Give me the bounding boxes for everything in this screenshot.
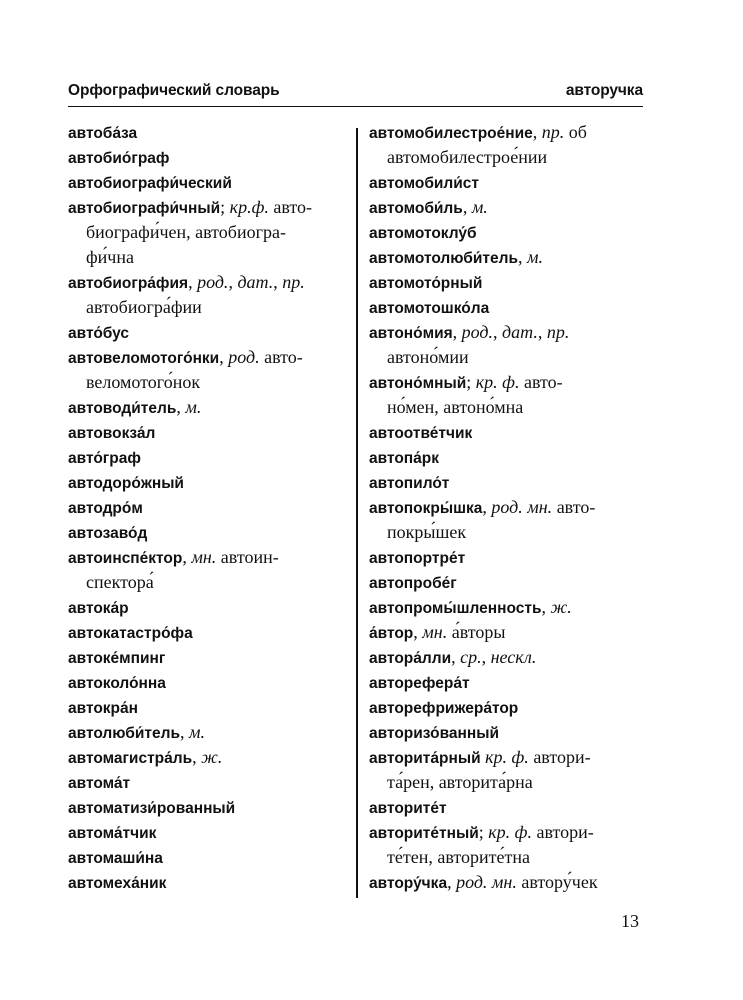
headword: автобиогра́фия [68,275,189,292]
dictionary-line [369,595,643,620]
entry-text: , [482,497,492,517]
dictionary-line [68,845,344,870]
entry-text: авто- [259,347,303,367]
headword: автоно́мный [369,375,467,392]
continuation-text: те́тен, авторите́тна [387,847,530,867]
entry-text: автоин- [216,547,279,567]
grammar-note: мн. [422,622,448,642]
dictionary-line [369,670,643,695]
dictionary-line [68,770,344,795]
dictionary-line [68,520,344,545]
continuation-text: автомобилестрое́нии [387,147,548,167]
headword: а́втор [369,625,414,642]
entry-text: ; [220,197,230,217]
header-title: Орфографический словарь [68,82,280,99]
headword: автопа́рк [369,450,440,467]
header-guide-word: авторучка [565,82,643,99]
entry-text: , [413,622,423,642]
dictionary-line [369,495,643,520]
dictionary-line [68,695,344,720]
grammar-note: род. [461,322,494,342]
dictionary-line [369,370,643,395]
grammar-note: пр. [546,322,570,342]
grammar-note: м. [526,247,543,267]
entry-text: , [219,347,229,367]
dictionary-line [369,470,643,495]
headword: автобиографи́чный [68,200,221,217]
entry-text: авто- [268,197,313,217]
grammar-note: кр. ф. [488,822,532,842]
grammar-note: род. [197,272,229,292]
dictionary-line [369,345,643,370]
headword: автомаши́на [68,850,163,867]
column-divider [356,128,358,898]
dictionary-line [68,470,344,495]
dictionary-line [68,595,344,620]
headword: автоколо́нна [68,675,166,692]
headword: автодоро́жный [68,475,184,492]
dictionary-line [68,795,344,820]
dictionary-line [369,820,643,845]
headword: автобио́граф [68,150,170,167]
grammar-note: дат. [237,272,274,292]
headword: автомагистра́ль [68,750,193,767]
continuation-text: спектора́ [86,572,154,592]
headword: автопокры́шка [369,500,483,517]
entry-text: , [447,872,457,892]
entry-text: , [188,272,198,292]
headword: авторефрижера́тор [369,700,519,717]
dictionary-line [68,345,344,370]
dictionary-line [369,545,643,570]
entry-text: об [564,122,587,142]
headword: авторита́рный [369,750,481,767]
dictionary-line [369,770,643,795]
dictionary-line [68,445,344,470]
dictionary-line [68,545,344,570]
headword: автомотошко́ла [369,300,490,317]
grammar-note: кр. ф. [475,372,520,392]
headword: автомотолюби́тель [369,250,518,267]
dictionary-line [68,720,344,745]
dictionary-line [68,270,344,295]
headword: автома́т [68,775,131,792]
dictionary-line [369,395,643,420]
dictionary-line [68,645,344,670]
headword: авторите́т [369,800,447,817]
headword: автомобилестрое́ние [369,125,533,142]
headword: автокра́н [68,700,139,717]
entry-text: авто- [552,497,596,517]
headword: автору́чка [369,875,448,892]
dictionary-line [369,145,643,170]
dictionary-line [68,870,344,895]
headword: автопромы́шленность [369,600,542,617]
dictionary-line [369,870,643,895]
grammar-note: род. [228,347,260,367]
headword: автомото́рный [369,275,483,292]
entry-text: , [537,322,547,342]
page-number: 13 [621,911,639,931]
headword: авторизо́ванный [369,725,500,742]
continuation-text: покры́шек [387,522,467,542]
dictionary-line [369,520,643,545]
dictionary-line [369,645,643,670]
grammar-note: м. [185,397,202,417]
dictionary-line [369,720,643,745]
dictionary-line [369,320,643,345]
grammar-note: пр. [541,122,565,142]
entry-text: , [182,547,192,567]
headword: автокатастро́фа [68,625,193,642]
dictionary-line [68,820,344,845]
dictionary-line [68,620,344,645]
headword: автоно́мия [369,325,453,342]
dictionary-line [68,195,344,220]
grammar-note: ж. [201,747,223,767]
headword: авто́граф [68,450,141,467]
dictionary-line [369,295,643,320]
grammar-note: мн. [191,547,217,567]
continuation-text: та́рен, авторита́рна [387,772,533,792]
dictionary-line [369,845,643,870]
headword: автопортре́т [369,550,466,567]
headword: авторите́тный [369,825,479,842]
headword: автора́лли [369,650,452,667]
headword: автолюби́тель [68,725,180,742]
dictionary-line [68,145,344,170]
dictionary-line [68,120,344,145]
running-header [68,80,643,107]
dictionary-line [68,495,344,520]
headword: автозаво́д [68,525,148,542]
entry-text: , [532,122,542,142]
entry-text: , [228,272,238,292]
headword: автоматизи́рованный [68,800,236,817]
dictionary-line [369,170,643,195]
dictionary-line [369,745,643,770]
grammar-note: м. [471,197,488,217]
grammar-note: ср. [460,647,482,667]
dictionary-line [369,445,643,470]
entry-text: , [481,647,491,667]
headword: автопило́т [369,475,450,492]
continuation-text: веломотого́нок [86,372,201,392]
headword: автобиографи́ческий [68,175,232,192]
right-column [369,120,643,895]
dictionary-line [68,570,344,595]
entry-text: а́вторы [447,622,506,642]
headword: авто́бус [68,325,130,342]
headword: автоба́за [68,125,138,142]
dictionary-line [68,370,344,395]
entry-text: авто- [519,372,563,392]
dictionary-line [68,220,344,245]
continuation-text: автобиогра́фии [86,297,202,317]
grammar-note: дат. [502,322,538,342]
dictionary-line [68,245,344,270]
entry-text: , [176,397,186,417]
dictionary-line [369,795,643,820]
grammar-note: кр. ф. [485,747,529,767]
dictionary-line [369,220,643,245]
dictionary-line [369,570,643,595]
headword: авторефера́т [369,675,470,692]
headword: автоводи́тель [68,400,177,417]
entry-text: , [179,722,189,742]
continuation-text: но́мен, автоно́мна [387,397,524,417]
headword: автомобили́ст [369,175,480,192]
entry-text: ; [466,372,476,392]
dictionary-line [68,395,344,420]
dictionary-line [68,295,344,320]
entry-text: ; [478,822,489,842]
dictionary-line [369,270,643,295]
headword: автомеха́ник [68,875,167,892]
grammar-note: пр. [282,272,305,292]
entry-text: , [192,747,202,767]
dictionary-line [369,420,643,445]
grammar-note: м. [188,722,205,742]
headword: автомотоклу́б [369,225,477,242]
dictionary-line [369,120,643,145]
dictionary-line [68,320,344,345]
dictionary-line [369,620,643,645]
headword: автока́р [68,600,129,617]
grammar-note: род. мн. [456,872,517,892]
dictionary-line [68,670,344,695]
entry-text: , [541,597,551,617]
continuation-text: фи́чна [86,247,134,267]
dictionary-line [369,245,643,270]
grammar-note: ж. [550,597,572,617]
entry-text: , [462,197,472,217]
headword: автоинспе́ктор [68,550,183,567]
headword: автовокза́л [68,425,156,442]
headword: автоке́мпинг [68,650,166,667]
headword: автовеломотого́нки [68,350,220,367]
headword: автомоби́ль [369,200,463,217]
grammar-note: кр.ф. [229,197,269,217]
continuation-text: автоно́мии [387,347,469,367]
left-column [68,120,344,895]
dictionary-line [68,420,344,445]
dictionary-line [68,745,344,770]
entry-text: , [451,647,461,667]
grammar-note: род. мн. [491,497,553,517]
headword: автома́тчик [68,825,157,842]
dictionary-line [369,195,643,220]
headword: автоотве́тчик [369,425,473,442]
grammar-note: нескл. [490,647,537,667]
entry-text: автори- [528,747,591,767]
entry-text: автори- [531,822,594,842]
entry-text: , [452,322,462,342]
headword: автодро́м [68,500,143,517]
entry-text: автору́чек [516,872,598,892]
entry-text: , [273,272,283,292]
continuation-text: биографи́чен, автобиогра- [86,222,286,242]
dictionary-line [369,695,643,720]
dictionary-line [68,170,344,195]
headword: автопробе́г [369,575,457,592]
entry-text: , [517,247,527,267]
entry-text: , [493,322,503,342]
